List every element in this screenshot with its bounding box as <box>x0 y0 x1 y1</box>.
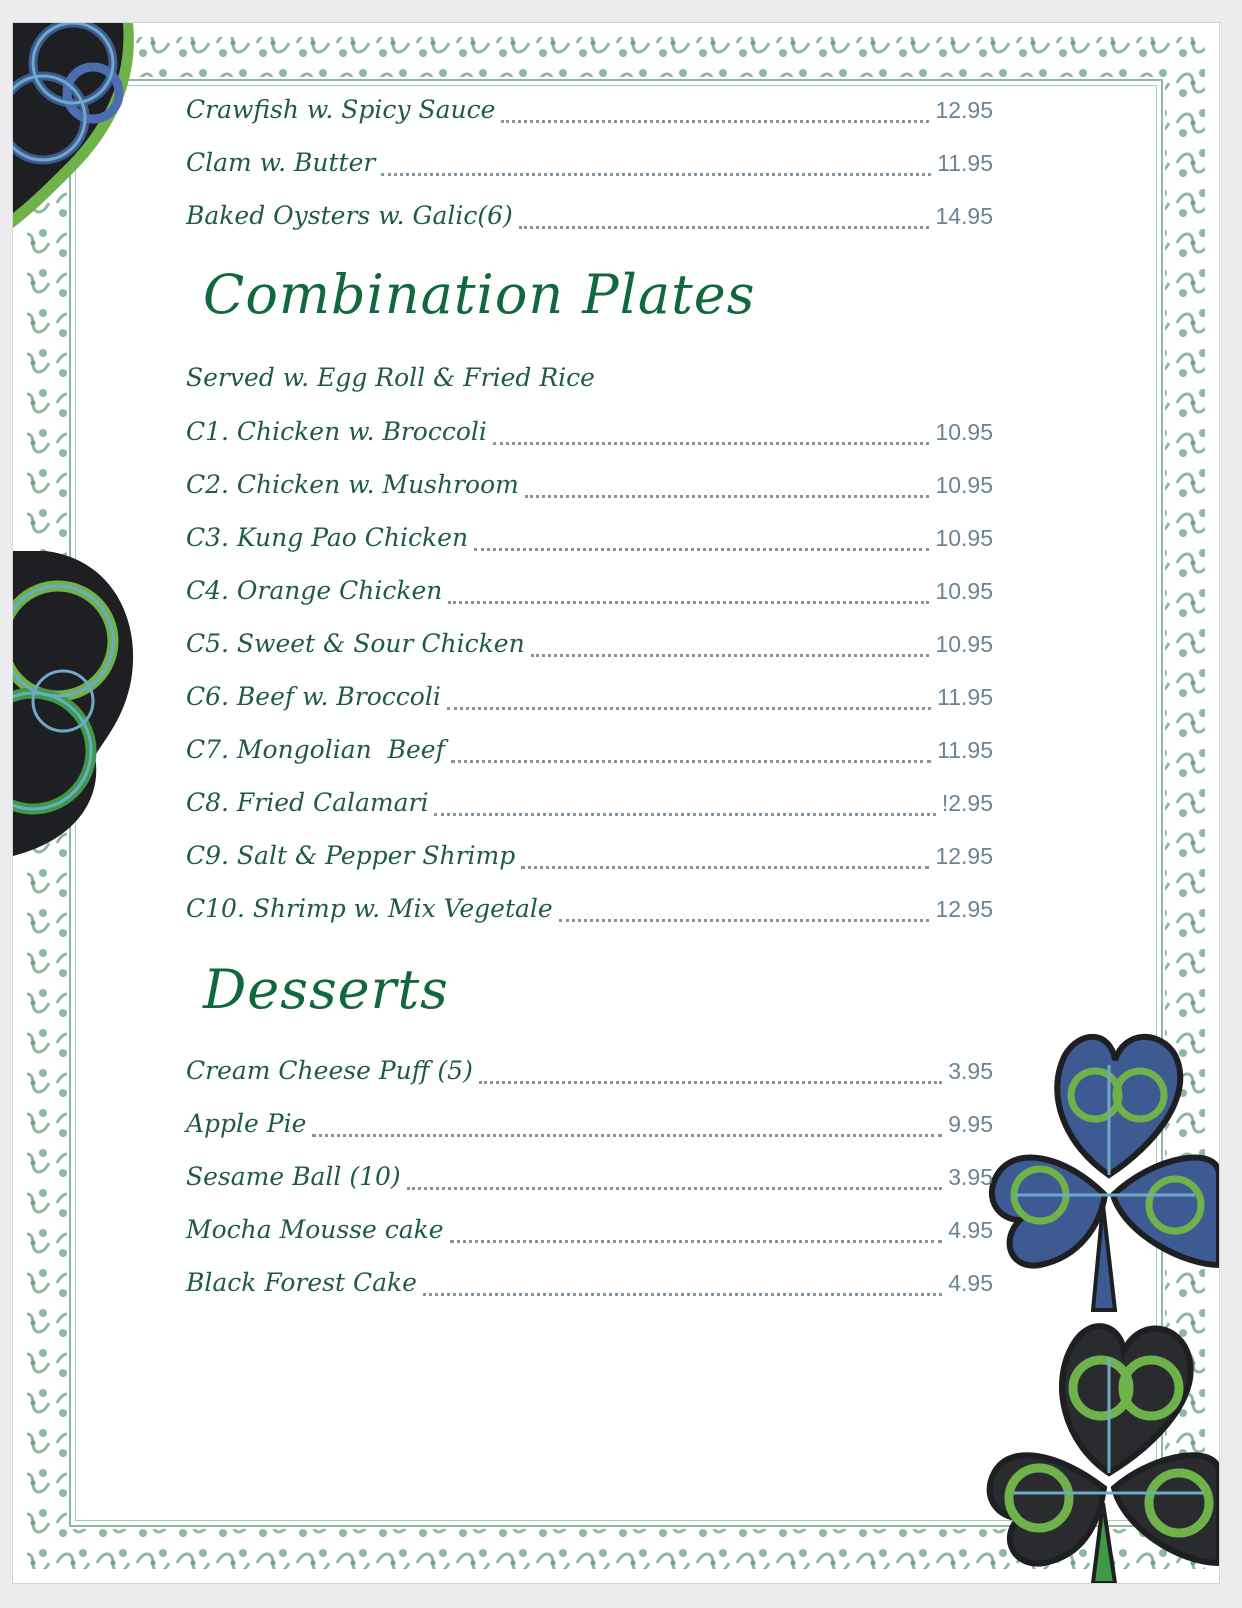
item-price: 11.95 <box>937 150 993 176</box>
dot-leader <box>451 758 931 763</box>
item-name: C3. Kung Pao Chicken <box>186 523 469 552</box>
list-item <box>186 894 993 928</box>
dot-leader <box>559 917 930 922</box>
list-item <box>186 1215 993 1249</box>
item-name: Crawfish w. Spicy Sauce <box>186 95 496 124</box>
item-name: C8. Fried Calamari <box>186 788 429 817</box>
item-name: C7. Mongolian Beef <box>186 735 445 764</box>
item-price: 10.95 <box>935 578 993 604</box>
dot-leader <box>312 1132 942 1137</box>
item-name: Cream Cheese Puff (5) <box>186 1056 473 1085</box>
item-price: 3.95 <box>948 1164 993 1190</box>
list-item <box>186 470 993 504</box>
list-item <box>186 417 993 451</box>
dot-leader <box>521 864 929 869</box>
item-name: Mocha Mousse cake <box>186 1215 444 1244</box>
list-item <box>186 1268 993 1302</box>
dot-leader <box>531 652 930 657</box>
item-price: 12.95 <box>935 896 993 922</box>
list-item <box>186 1162 993 1196</box>
item-price: 10.95 <box>935 525 993 551</box>
list-item <box>186 735 993 769</box>
item-name: Sesame Ball (10) <box>186 1162 401 1191</box>
dot-leader <box>519 224 930 229</box>
item-price: 11.95 <box>937 737 993 763</box>
dot-leader <box>381 171 931 176</box>
list-item <box>186 95 993 129</box>
dot-leader <box>501 118 929 123</box>
dot-leader <box>448 599 929 604</box>
item-price: 4.95 <box>948 1217 993 1243</box>
item-price: 11.95 <box>937 684 993 710</box>
dot-leader <box>447 705 931 710</box>
item-name: C4. Orange Chicken <box>186 576 443 605</box>
dot-leader <box>525 493 930 498</box>
dot-leader <box>493 440 930 445</box>
item-price: 10.95 <box>935 631 993 657</box>
item-name: C1. Chicken w. Broccoli <box>186 417 487 446</box>
combination-note: Served w. Egg Roll & Fried Rice <box>186 363 595 392</box>
list-item <box>186 201 993 235</box>
dot-leader <box>450 1238 943 1243</box>
item-price: 4.95 <box>948 1270 993 1296</box>
item-name: C5. Sweet & Sour Chicken <box>186 629 525 658</box>
list-item <box>186 629 993 663</box>
item-name: C10. Shrimp w. Mix Vegetale <box>186 894 553 923</box>
list-item <box>186 1056 993 1090</box>
dot-leader <box>479 1079 942 1084</box>
item-price: 14.95 <box>935 203 993 229</box>
item-price: 10.95 <box>935 472 993 498</box>
dot-leader <box>434 811 935 816</box>
item-price: 12.95 <box>935 843 993 869</box>
item-name: Apple Pie <box>186 1109 307 1138</box>
list-item <box>186 788 993 822</box>
menu-page <box>12 22 1220 1584</box>
item-name: Black Forest Cake <box>186 1268 417 1297</box>
list-item <box>186 523 993 557</box>
list-item <box>186 682 993 716</box>
list-item <box>186 148 993 182</box>
dot-leader <box>423 1291 942 1296</box>
item-price: !2.95 <box>941 790 993 816</box>
item-name: Baked Oysters w. Galic(6) <box>186 201 513 230</box>
dot-leader <box>407 1185 943 1190</box>
item-price: 3.95 <box>948 1058 993 1084</box>
item-name: C9. Salt & Pepper Shrimp <box>186 841 516 870</box>
item-name: C2. Chicken w. Mushroom <box>186 470 519 499</box>
item-price: 12.95 <box>935 97 993 123</box>
dot-leader <box>474 546 929 551</box>
item-price: 10.95 <box>935 419 993 445</box>
item-name: C6. Beef w. Broccoli <box>186 682 441 711</box>
list-item <box>186 841 993 875</box>
list-item <box>186 1109 993 1143</box>
item-price: 9.95 <box>948 1111 993 1137</box>
section-title-combination: Combination Plates <box>203 263 756 326</box>
section-title-desserts: Desserts <box>203 958 449 1021</box>
item-name: Clam w. Butter <box>186 148 376 177</box>
list-item <box>186 576 993 610</box>
